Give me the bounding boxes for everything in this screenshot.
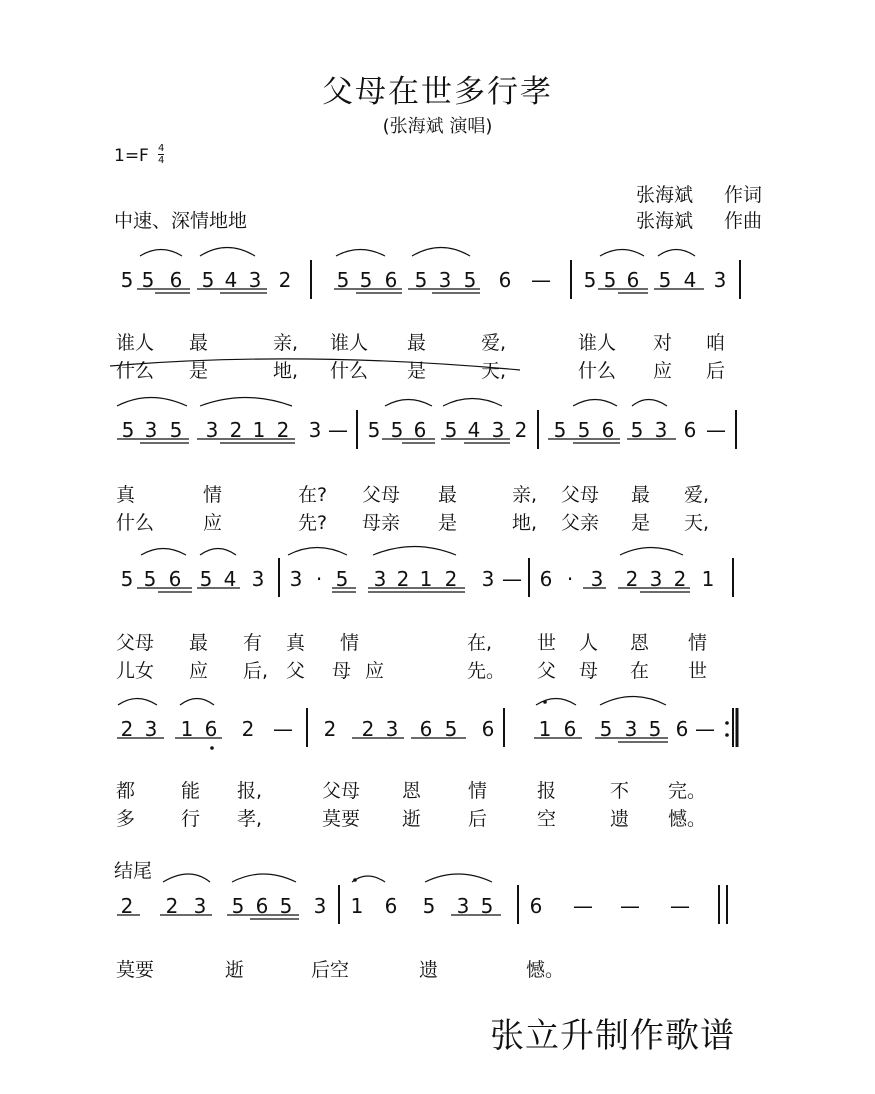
note-numeral: 5: [143, 567, 157, 591]
lyric-syllable: 报,: [237, 780, 263, 802]
slur-arc: [118, 699, 157, 706]
note-numeral: 5: [336, 268, 350, 292]
lyric-syllable: 爱,: [481, 332, 507, 354]
note-numeral: 3: [713, 268, 727, 292]
slur-arc: [600, 250, 644, 257]
note-numeral: 2: [396, 567, 410, 591]
sustain-dash: —: [273, 717, 293, 741]
note-numeral: 5: [648, 717, 662, 741]
lyric-syllable: 父母: [561, 484, 600, 506]
note-numeral: 5: [577, 418, 591, 442]
lyric-syllable: 应: [189, 660, 209, 682]
note-numeral: 3: [481, 567, 495, 591]
note-numeral: 5: [414, 268, 428, 292]
note-numeral: 2: [323, 717, 337, 741]
ending-label: 结尾: [114, 860, 153, 882]
note-numeral: 5: [120, 567, 134, 591]
lyric-syllable: 是: [438, 512, 458, 534]
key-signature: 1=F: [114, 146, 149, 166]
note-numeral: 6: [413, 418, 427, 442]
note-numeral: 5: [390, 418, 404, 442]
lyric-syllable: 后空: [311, 959, 350, 981]
slur-arc: [385, 400, 432, 407]
note-numeral: 2: [229, 418, 243, 442]
note-numeral: 2: [276, 418, 290, 442]
note-numeral: 6: [498, 268, 512, 292]
lyric-syllable: 在,: [467, 632, 493, 654]
slur-arc: [117, 398, 187, 407]
note-numeral: 6: [169, 268, 183, 292]
lyric-syllable: 遗: [419, 959, 439, 981]
lyric-syllable: 后: [468, 808, 488, 830]
lyric-syllable: 父母: [362, 484, 401, 506]
note-numeral: 3: [308, 418, 322, 442]
note-numeral: 5: [553, 418, 567, 442]
note-numeral: 2: [278, 268, 292, 292]
slur-arc: [336, 250, 385, 257]
lyric-syllable: 谁人: [116, 332, 155, 354]
slur-arc: [200, 248, 255, 257]
slur-arc: [632, 400, 667, 407]
note-numeral: 1: [180, 717, 194, 741]
note-numeral: 3: [205, 418, 219, 442]
note-numeral: 1: [538, 717, 552, 741]
sustain-dash: —: [620, 894, 640, 918]
lyric-syllable: 谁人: [578, 332, 617, 354]
note-numeral: 2: [625, 567, 639, 591]
lyric-syllable: 天,: [481, 360, 507, 382]
slur-arc: [232, 874, 296, 882]
slur-arc: [536, 699, 576, 706]
note-numeral: 3: [251, 567, 265, 591]
note-numeral: 2: [165, 894, 179, 918]
lyric-syllable: 真: [286, 632, 306, 654]
time-signature-top: 4: [158, 143, 165, 154]
slur-arc: [658, 250, 695, 257]
repeat-dot: [725, 733, 729, 737]
lyric-syllable: 爱,: [684, 484, 710, 506]
note-numeral: 2: [241, 717, 255, 741]
lyric-syllable: 情: [688, 632, 708, 654]
sustain-dash: —: [502, 567, 522, 591]
lyric-syllable: 行: [181, 808, 201, 830]
lyricist-name: 张海斌: [636, 184, 694, 206]
note-numeral: 3: [438, 268, 452, 292]
lyric-syllable: 天,: [684, 512, 710, 534]
lyric-syllable: 逝: [225, 959, 245, 981]
lyric-syllable: 母亲: [362, 512, 401, 534]
note-numeral: 3: [649, 567, 663, 591]
low-octave-dot: [210, 746, 214, 750]
slur-arc: [200, 398, 292, 407]
lyric-syllable: 憾。: [668, 808, 707, 830]
note-numeral: 5: [120, 268, 134, 292]
note-numeral: 3: [456, 894, 470, 918]
slur-arc: [288, 548, 347, 556]
note-numeral: 2: [673, 567, 687, 591]
high-octave-dot: [353, 878, 357, 882]
note-numeral: 5: [463, 268, 477, 292]
slur-arc: [600, 697, 666, 706]
lyric-syllable: 应: [365, 660, 385, 682]
note-numeral: 5: [444, 418, 458, 442]
note-numeral: 2: [514, 418, 528, 442]
lyric-syllable: 是: [407, 360, 427, 382]
note-numeral: 1: [419, 567, 433, 591]
note-numeral: 6: [168, 567, 182, 591]
lyric-syllable: 咱: [706, 332, 726, 354]
note-numeral: 5: [231, 894, 245, 918]
sustain-dash: —: [670, 894, 690, 918]
lyric-syllable: 不: [610, 780, 630, 802]
note-numeral: 3: [144, 418, 158, 442]
lyric-syllable: 亲,: [273, 332, 299, 354]
lyric-syllable: 对: [653, 332, 673, 354]
lyric-syllable: 母: [332, 660, 352, 682]
note-numeral: 1: [252, 418, 266, 442]
note-numeral: 6: [419, 717, 433, 741]
lyric-syllable: 有: [243, 632, 263, 654]
note-numeral: 2: [120, 894, 134, 918]
note-numeral: 6: [683, 418, 697, 442]
lyric-syllable: 莫要: [116, 959, 155, 981]
slur-arc: [373, 547, 456, 556]
note-numeral: 6: [481, 717, 495, 741]
lyric-syllable: 什么: [578, 360, 617, 382]
note-numeral: 5: [583, 268, 597, 292]
lyric-syllable: 应: [203, 512, 223, 534]
dot-mark: ·: [315, 567, 323, 591]
note-numeral: 3: [385, 717, 399, 741]
note-numeral: 5: [279, 894, 293, 918]
note-numeral: 4: [224, 268, 238, 292]
repeat-dot: [725, 721, 729, 725]
note-numeral: 5: [599, 717, 613, 741]
lyric-syllable: 最: [189, 632, 209, 654]
note-numeral: 3: [144, 717, 158, 741]
note-numeral: 6: [204, 717, 218, 741]
lyric-syllable: 父亲: [561, 512, 600, 534]
lyric-syllable: 最: [407, 332, 427, 354]
slur-arc: [110, 359, 520, 370]
slur-arc: [620, 548, 683, 556]
lyric-syllable: 父: [286, 660, 306, 682]
lyric-syllable: 儿女: [116, 660, 155, 682]
note-numeral: 5: [201, 268, 215, 292]
note-numeral: 5: [121, 418, 135, 442]
slur-arc: [412, 248, 470, 257]
sustain-dash: —: [706, 418, 726, 442]
lyric-syllable: 什么: [116, 512, 155, 534]
note-numeral: 2: [120, 717, 134, 741]
note-numeral: 5: [444, 717, 458, 741]
lyric-syllable: 多: [116, 808, 136, 830]
lyric-syllable: 空: [537, 808, 557, 830]
note-numeral: 5: [630, 418, 644, 442]
slur-arc: [163, 874, 210, 882]
note-numeral: 6: [601, 418, 615, 442]
note-numeral: 2: [444, 567, 458, 591]
score-maker-credit: 张立升制作歌谱: [490, 1016, 735, 1056]
sustain-dash: —: [328, 418, 348, 442]
note-numeral: 5: [603, 268, 617, 292]
lyric-syllable: 人: [579, 632, 599, 654]
note-numeral: 6: [626, 268, 640, 292]
repeat-dots: [725, 721, 729, 737]
slur-arc: [180, 699, 214, 706]
note-numeral: 4: [467, 418, 481, 442]
lyric-syllable: 都: [116, 780, 136, 802]
lyric-syllable: 先。: [467, 660, 506, 682]
lyric-syllable: 完。: [668, 780, 707, 802]
slur-arc: [200, 549, 236, 556]
note-numeral: 2: [361, 717, 375, 741]
note-numeral: 3: [289, 567, 303, 591]
slur-arc: [141, 549, 186, 556]
lyric-syllable: 父: [537, 660, 557, 682]
high-octave-dot: [543, 700, 547, 704]
note-numeral: 5: [169, 418, 183, 442]
dot-mark: ·: [566, 567, 574, 591]
sustain-dash: —: [695, 717, 715, 741]
lyric-syllable: 遗: [610, 808, 630, 830]
note-numeral: 6: [539, 567, 553, 591]
lyric-syllable: 什么: [330, 360, 369, 382]
note-numeral: 3: [590, 567, 604, 591]
lyric-syllable: 后,: [243, 660, 269, 682]
note-numeral: 3: [624, 717, 638, 741]
note-numeral: 3: [491, 418, 505, 442]
note-numeral: 3: [313, 894, 327, 918]
slur-arc: [425, 874, 492, 882]
lyric-syllable: 先?: [298, 512, 328, 534]
lyric-syllable: 孝,: [237, 808, 263, 830]
lyric-syllable: 父母: [116, 632, 155, 654]
slur-arc: [573, 400, 617, 407]
lyric-syllable: 情: [468, 780, 488, 802]
lyric-syllable: 母: [579, 660, 599, 682]
lyric-syllable: 地,: [273, 360, 299, 382]
note-numeral: 3: [654, 418, 668, 442]
lyric-syllable: 恩: [630, 632, 650, 654]
note-numeral: 5: [359, 268, 373, 292]
note-numeral: 1: [701, 567, 715, 591]
note-numeral: 5: [141, 268, 155, 292]
lyric-syllable: 最: [631, 484, 651, 506]
lyric-syllable: 情: [340, 632, 360, 654]
lyric-syllable: 报: [537, 780, 557, 802]
note-numeral: 5: [480, 894, 494, 918]
time-signature-bottom: 4: [158, 155, 165, 166]
tempo-marking: 中速、深情地地: [114, 210, 248, 232]
note-numeral: 6: [675, 717, 689, 741]
lyric-syllable: 什么: [116, 360, 155, 382]
song-title: 父母在世多行孝: [322, 74, 553, 110]
lyric-syllable: 真: [116, 484, 136, 506]
lyric-syllable: 世: [537, 632, 557, 654]
composer-role: 作曲: [724, 210, 763, 232]
lyric-syllable: 最: [438, 484, 458, 506]
lyric-syllable: 情: [203, 484, 223, 506]
sustain-dash: —: [573, 894, 593, 918]
lyric-syllable: 逝: [402, 808, 422, 830]
note-numeral: 5: [199, 567, 213, 591]
note-numeral: 5: [422, 894, 436, 918]
lyric-syllable: 后: [706, 360, 726, 382]
composer-name: 张海斌: [636, 210, 694, 232]
note-numeral: 5: [367, 418, 381, 442]
slur-arc: [140, 250, 182, 257]
sustain-dash: —: [531, 268, 551, 292]
note-numeral: 6: [563, 717, 577, 741]
lyric-syllable: 在?: [298, 484, 328, 506]
performer-credit: (张海斌 演唱): [382, 116, 493, 137]
lyric-syllable: 谁人: [330, 332, 369, 354]
lyric-syllable: 父母: [322, 780, 361, 802]
lyric-syllable: 能: [181, 780, 201, 802]
note-numeral: 6: [384, 894, 398, 918]
lyricist-role: 作词: [724, 184, 763, 206]
note-numeral: 5: [335, 567, 349, 591]
slur-arc: [443, 399, 502, 407]
note-numeral: 3: [248, 268, 262, 292]
note-numeral: 3: [373, 567, 387, 591]
note-numeral: 4: [223, 567, 237, 591]
note-numeral: 1: [350, 894, 364, 918]
note-numeral: 6: [529, 894, 543, 918]
note-numeral: 4: [683, 268, 697, 292]
lyric-syllable: 莫要: [322, 808, 361, 830]
lyric-syllable: 恩: [402, 780, 422, 802]
note-numeral: 6: [384, 268, 398, 292]
note-numeral: 5: [658, 268, 672, 292]
note-numeral: 6: [255, 894, 269, 918]
slur-arc: [352, 876, 385, 882]
lyric-syllable: 在: [630, 660, 650, 682]
lyric-syllable: 最: [189, 332, 209, 354]
lyric-syllable: 地,: [512, 512, 538, 534]
lyric-syllable: 是: [189, 360, 209, 382]
lyric-syllable: 亲,: [512, 484, 538, 506]
lyric-syllable: 是: [631, 512, 651, 534]
lyric-syllable: 憾。: [526, 959, 565, 981]
note-numeral: 3: [193, 894, 207, 918]
lyric-syllable: 应: [653, 360, 673, 382]
lyric-syllable: 世: [688, 660, 708, 682]
